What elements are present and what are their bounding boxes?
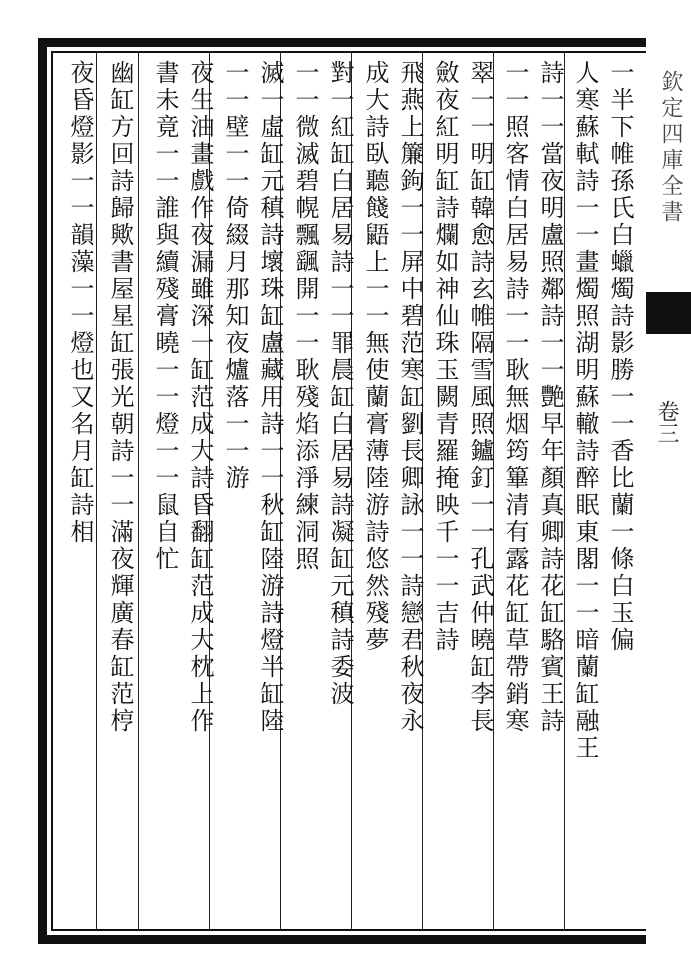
fish-tail-block <box>646 292 691 334</box>
text-column: 人寒蘇軾詩一一畫燭照湖明蘇轍詩醉眠東閣一一暗蘭缸融王 <box>571 60 599 762</box>
margin-title: 欽定四庫全書 <box>658 70 683 226</box>
text-column: 翠一一明缸韓愈詩玄帷隔雪風照鑪釘一一孔武仲曉缸李長 <box>466 60 494 735</box>
text-column: 滅一虛缸元稹詩壞珠缸盧藏用詩一一秋缸陸游詩燈半缸陸 <box>256 60 284 735</box>
text-column: 成大詩臥聽餞鼯上一一無使蘭膏薄陸游詩悠然殘夢 <box>361 60 389 654</box>
text-column: 一半下帷孫氏白蠟燭詩影勝一一香比蘭一條白玉偏 <box>606 60 634 654</box>
text-column: 對一紅缸白居易詩一一罪晨缸白居易詩凝缸元稹詩委波 <box>326 60 354 708</box>
text-column: 一一壁一一倚綴月那知夜爐落一一游 <box>221 60 249 492</box>
text-column: 一一微滅碧幌飄颻開一一耿殘焰添淨練洞照 <box>291 60 319 573</box>
text-column: 書未竟一一誰與續殘膏曉一一燈一一鼠自忙 <box>151 60 179 573</box>
volume-label: 卷三 <box>654 400 679 444</box>
text-column: 飛燕上簾鉤一一屏中碧范寒缸劉長卿詠一一詩戀君秋夜永 <box>396 60 424 735</box>
text-column: 夜昏燈影一一韻藻一一燈也又名月缸詩相 <box>66 60 94 546</box>
text-column: 詩一一當夜明盧照鄰詩一一艷早年顏真卿詩花缸駱賓王詩 <box>536 60 564 735</box>
text-column: 一一照客情白居易詩一一耿無烟筠篳清有露花缸草帶銷寒 <box>501 60 529 735</box>
text-column: 幽缸方回詩歸歟書屋星缸張光朝詩一一滿夜輝廣春缸范梈 <box>106 60 134 735</box>
text-column: 斂夜紅明缸詩爛如神仙珠玉闕青羅掩映千一一吉詩 <box>431 60 459 654</box>
text-column: 夜生油畫戲作夜漏雖深一缸范成大詩昏翻缸范成大枕上作 <box>186 60 214 735</box>
